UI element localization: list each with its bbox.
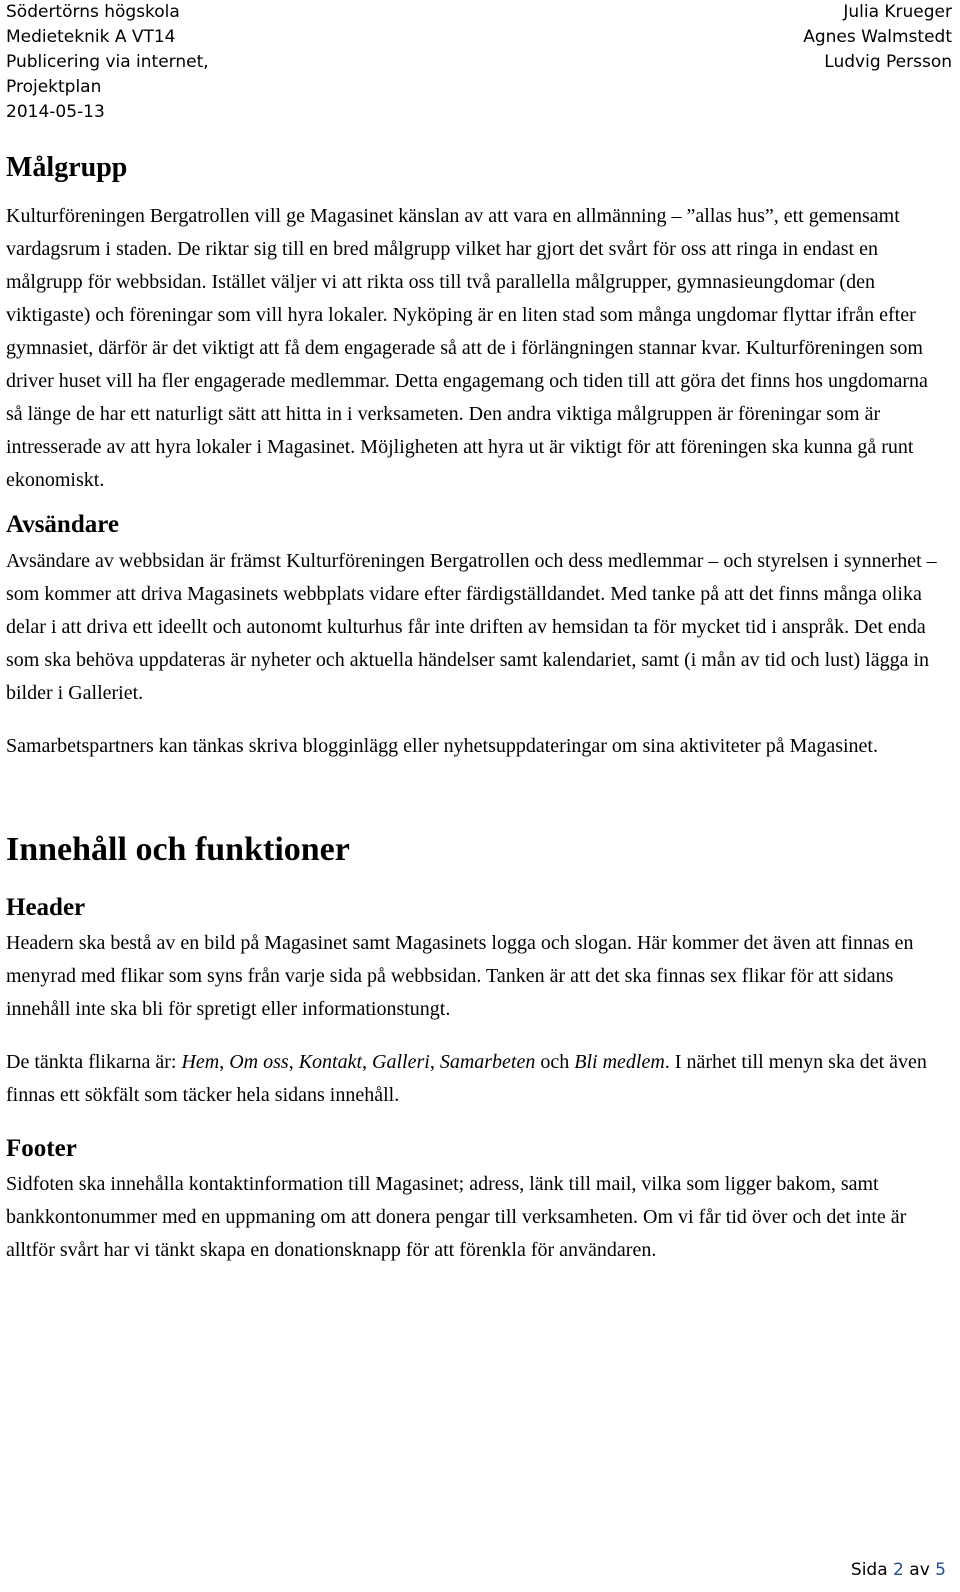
paragraph-header-1: Headern ska bestå av en bild på Magasinet samt Magasinets logga och slogan. Här kommer det även att finnas en menyrad med flikar som syns från varje sida på webbsidan. Tanken är att det ska finnas sex flikar för att sidans innehåll inte ska bli för spretigt eller informationstungt. [6,932,914,1020]
heading-innehall: Innehåll och funktioner [6,831,350,868]
paragraph-malgrupp: Kulturföreningen Bergatrollen vill ge Magasinet känslan av att vara en allmänning – ”allas hus”, ett gemensamt vardagsrum i staden. De riktar sig till en bred målgrupp vilket har gjort det svårt för oss att ringa in endast en målgrupp för webbsidan. Istället väljer vi att rikta oss till två parallella målgrupper, gymnasieungdomar (den viktigaste) och föreningar som vill hyra lokaler. Nyköping är en liten stad som många ungdomar flyttar ifrån efter gymnasiet, därför är det viktigt att få dem engagerade så att de i förlängningen stannar kvar. Kulturföreningen som driver huset vill ha fler engagerade medlemmar. Detta engagemang och tiden till att göra det finns hos ungdomarna så länge de har ett naturligt sätt att hitta in i verksameten. Den andra viktiga målgruppen är föreningar som är intresserade av att hyra lokaler i Magasinet. Möjligheten att hyra ut är viktigt för att föreningen ska kunna gå runt ekonomiskt. [6,205,928,491]
heading-malgrupp: Målgrupp [6,152,128,183]
heading-footer-section: Footer [6,1135,77,1162]
paragraph-header-2: De tänkta flikarna är: Hem, Om oss, Kontakt, Galleri, Samarbeten och Bli medlem. I närhet till menyn ska det även finnas ett sökfält som täcker hela sidans innehåll. [6,1051,927,1106]
tab-samarbeten: Samarbeten [439,1051,536,1073]
paragraph-footer-1: Sidfoten ska innehålla kontaktinformation till Magasinet; adress, länk till mail, vilka som ligger bakom, samt bankkontonummer med en uppmaning om att donera pengar till verksamheten. Om vi får tid över och det inte är alltför svårt har vi tänkt skapa en donationsknapp för att förenkla för användaren. [6,1173,907,1261]
author-1: Julia Krueger [843,2,952,22]
header-doc-type: Projektplan [6,77,102,97]
tab-om-oss: Om oss [229,1051,289,1073]
author-3: Ludvig Persson [824,52,952,72]
tab-bli-medlem: Bli medlem [574,1051,665,1073]
document-body [6,148,946,1267]
header-course: Medieteknik A VT14 [6,27,176,47]
page-total: 5 [935,1560,946,1580]
tabs-outro: . I närhet till menyn ska det även finnas ett sökfält som täcker hela sidans innehåll. [6,1051,927,1106]
header-date: 2014-05-13 [6,102,105,122]
header-left [6,0,209,125]
paragraph-avsandare-2: Samarbetspartners kan tänkas skriva blogginlägg eller nyhetsuppdateringar om sina aktiviteter på Magasinet. [6,735,878,757]
header-subject: Publicering via internet, [6,52,209,72]
tab-galleri: Galleri [372,1051,430,1073]
heading-avsandare: Avsändare [6,511,119,538]
header-school: Södertörns högskola [6,2,180,22]
heading-header-section: Header [6,894,86,921]
paragraph-avsandare-1: Avsändare av webbsidan är främst Kulturföreningen Bergatrollen och dess medlemmar – och styrelsen i synnerhet – som kommer att driva Magasinets webbplats vidare efter färdigställdandet. Med tanke på att det finns många olika delar i att driva ett ideellt och autonomt kulturhus får inte driften av hemsidan ta för mycket tid i anspråk. Det enda som ska behöva uppdateras är nyheter och aktuella händelser samt kalendariet, samt (i mån av tid och lust) lägga in bilder i Galleriet. [6,550,937,704]
author-2: Agnes Walmstedt [803,27,952,47]
page-current: 2 [893,1560,904,1580]
tab-kontakt: Kontakt [298,1051,363,1073]
tab-hem: Hem [181,1051,220,1073]
page-number: Sida 2 av 5 [850,1560,946,1580]
header-right [803,0,952,75]
tabs-intro: De tänkta flikarna är: [6,1051,182,1073]
